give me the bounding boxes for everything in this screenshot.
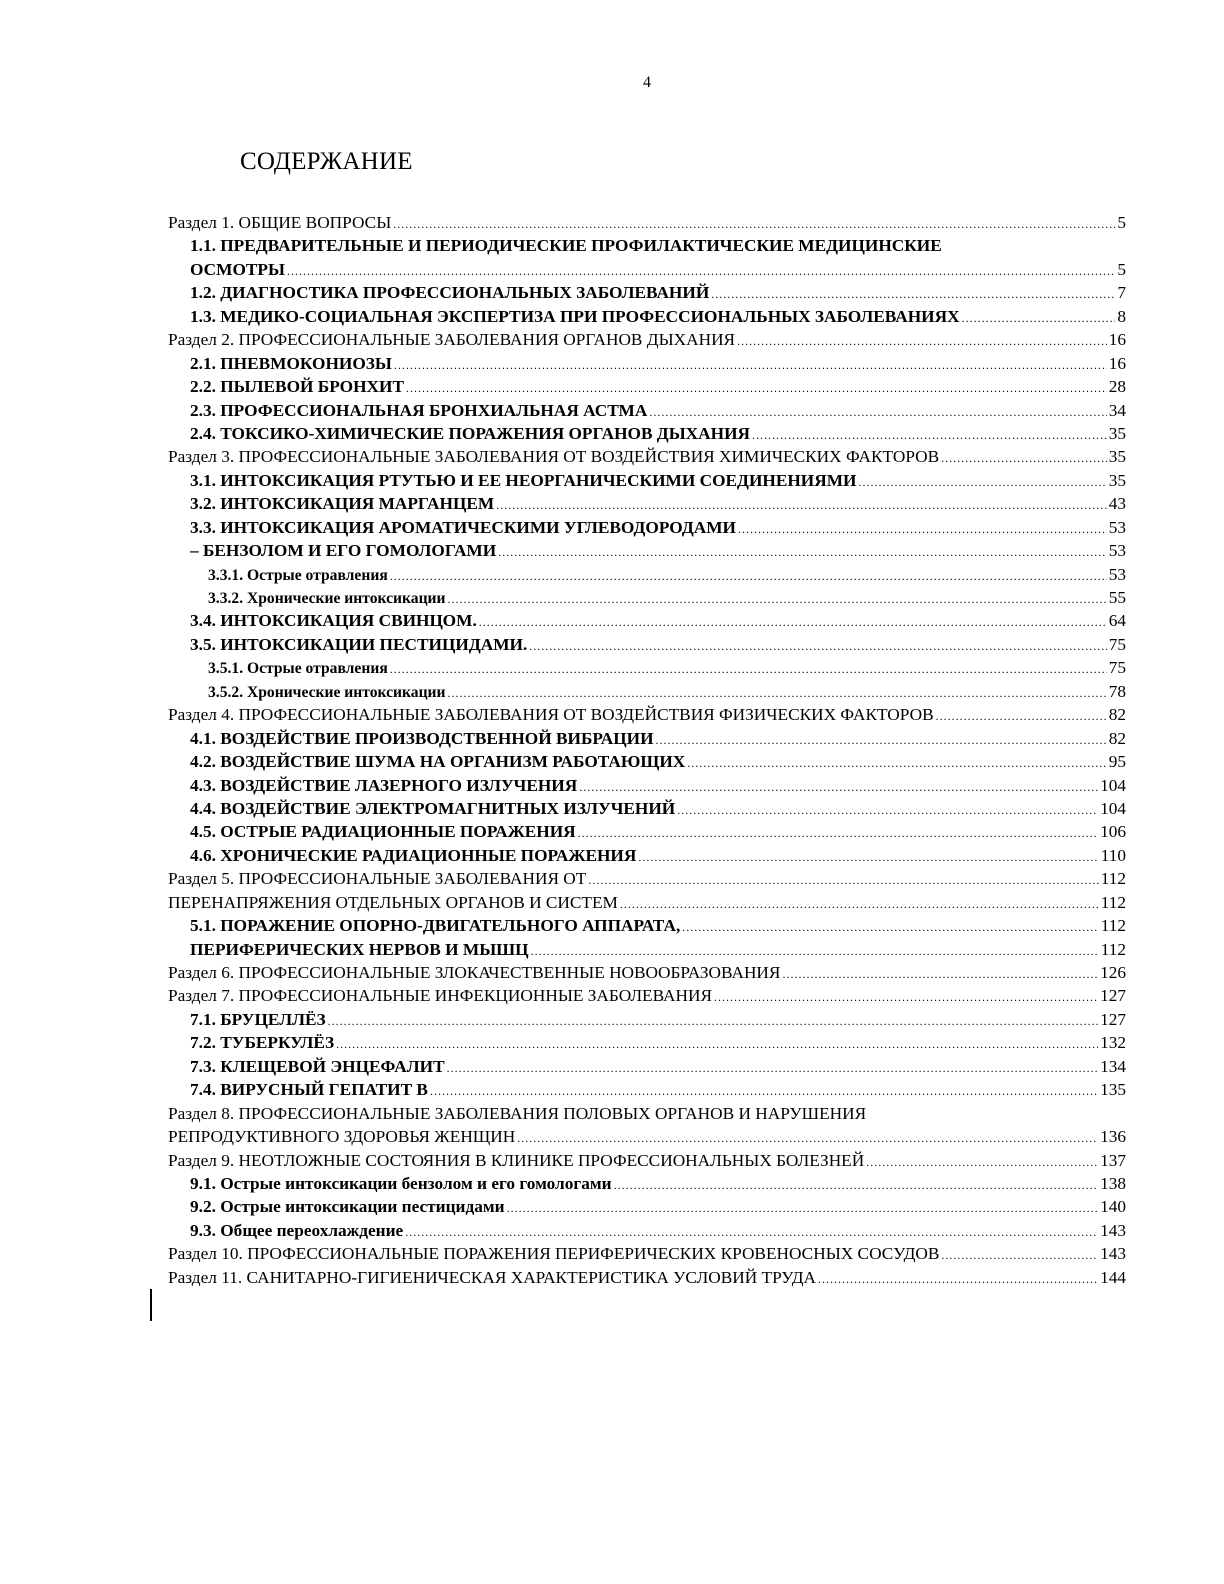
toc-entry-title: Раздел 7. ПРОФЕССИОНАЛЬНЫЕ ИНФЕКЦИОННЫЕ ЗАБОЛЕВАНИЯ	[168, 986, 713, 1006]
toc-entry-page: 144	[1100, 1267, 1126, 1287]
toc-entry[interactable]	[168, 703, 1126, 726]
toc-leader-dots	[448, 593, 1107, 605]
toc-entry-page: 28	[1108, 377, 1126, 397]
toc-entry[interactable]	[168, 1149, 1126, 1172]
toc-leader-dots	[448, 687, 1107, 699]
toc-entry-page: 35	[1108, 447, 1126, 467]
toc-entry-title: 9.2. Острые интоксикации пестицидами	[190, 1197, 505, 1217]
toc-entry-title: РЕПРОДУКТИВНОГО ЗДОРОВЬЯ ЖЕНЩИН	[168, 1127, 516, 1147]
toc-leader-dots	[531, 945, 1099, 957]
toc-entry-page: 16	[1108, 353, 1126, 373]
toc-leader-dots	[858, 476, 1106, 488]
toc-leader-dots	[479, 616, 1107, 628]
toc-entry-title: Раздел 3. ПРОФЕССИОНАЛЬНЫЕ ЗАБОЛЕВАНИЯ ОТ ВОЗДЕЙСТВИЯ ХИМИЧЕСКИХ ФАКТОРОВ	[168, 447, 940, 467]
toc-entry[interactable]	[168, 469, 1126, 492]
toc-entry-page: 143	[1100, 1244, 1126, 1264]
toc-entry-page: 127	[1100, 986, 1126, 1006]
toc-entry[interactable]	[168, 399, 1126, 422]
toc-entry[interactable]	[168, 1078, 1126, 1101]
toc-entry[interactable]	[168, 539, 1126, 562]
toc-leader-dots	[711, 288, 1115, 300]
toc-entry[interactable]	[168, 750, 1126, 773]
toc-entry-title: 3.5.2. Хронические интоксикации	[208, 683, 446, 701]
toc-entry-title: 4.2. ВОЗДЕЙСТВИЕ ШУМА НА ОРГАНИЗМ РАБОТАЮЩИХ	[190, 752, 686, 772]
toc-entry-title: Раздел 1. ОБЩИЕ ВОПРОСЫ	[168, 213, 392, 232]
toc-entry-page: 53	[1108, 541, 1126, 561]
toc-entry[interactable]	[168, 961, 1126, 984]
toc-leader-dots	[656, 734, 1107, 746]
toc-entry[interactable]	[168, 820, 1126, 843]
toc-entry-page: 112	[1100, 892, 1126, 912]
toc-entry[interactable]	[168, 727, 1126, 750]
toc-entry[interactable]	[168, 1219, 1126, 1242]
toc-leader-dots	[614, 1179, 1098, 1191]
toc-entry-title: Раздел 2. ПРОФЕССИОНАЛЬНЫЕ ЗАБОЛЕВАНИЯ ОРГАНОВ ДЫХАНИЯ	[168, 330, 736, 350]
toc-leader-dots	[866, 1156, 1098, 1168]
toc-entry-page: 135	[1100, 1080, 1126, 1100]
toc-entry-title: 3.3.2. Хронические интоксикации	[208, 590, 446, 607]
toc-entry-page: 143	[1100, 1220, 1126, 1240]
toc-entry-page: 104	[1100, 798, 1126, 818]
toc-entry-page: 132	[1100, 1033, 1126, 1053]
toc-entry-page: 7	[1117, 283, 1126, 303]
toc-leader-dots	[393, 218, 1115, 230]
toc-leader-dots	[649, 406, 1106, 418]
toc-entry-title: ПЕРЕНАПРЯЖЕНИЯ ОТДЕЛЬНЫХ ОРГАНОВ И СИСТЕМ	[168, 892, 618, 912]
toc-entry-page: 138	[1100, 1173, 1126, 1193]
table-of-contents	[168, 211, 1126, 1289]
toc-entry[interactable]	[168, 281, 1126, 304]
toc-entry-title: Раздел 10. ПРОФЕССИОНАЛЬНЫЕ ПОРАЖЕНИЯ ПЕРИФЕРИЧЕСКИХ КРОВЕНОСНЫХ СОСУДОВ	[168, 1244, 940, 1264]
toc-entry-title: Раздел 6. ПРОФЕССИОНАЛЬНЫЕ ЗЛОКАЧЕСТВЕННЫЕ НОВООБРАЗОВАНИЯ	[168, 963, 781, 982]
toc-entry-title: 4.3. ВОЗДЕЙСТВИЕ ЛАЗЕРНОГО ИЗЛУЧЕНИЯ	[190, 775, 578, 795]
toc-leader-dots	[782, 968, 1098, 980]
toc-entry-title: 3.3. ИНТОКСИКАЦИЯ АРОМАТИЧЕСКИМИ УГЛЕВОДОРОДАМИ	[190, 517, 737, 537]
toc-entry[interactable]	[168, 1008, 1126, 1031]
toc-entry[interactable]	[168, 1242, 1126, 1265]
page-number: 4	[643, 74, 651, 91]
toc-entry-title: 4.1. ВОЗДЕЙСТВИЕ ПРОИЗВОДСТВЕННОЙ ВИБРАЦИИ	[190, 728, 654, 748]
toc-entry-title: 4.4. ВОЗДЕЙСТВИЕ ЭЛЕКТРОМАГНИТНЫХ ИЗЛУЧЕНИЙ	[190, 798, 676, 818]
toc-leader-dots	[529, 640, 1106, 652]
toc-entry-page: 112	[1100, 939, 1126, 959]
toc-entry[interactable]	[168, 1102, 1126, 1125]
toc-leader-dots	[507, 1202, 1098, 1214]
toc-entry[interactable]	[168, 844, 1126, 867]
toc-entry-page: 78	[1108, 681, 1126, 701]
toc-entry[interactable]	[168, 516, 1126, 539]
toc-entry-page: 112	[1100, 916, 1126, 936]
toc-leader-dots	[328, 1015, 1098, 1027]
toc-leader-dots	[405, 1226, 1098, 1238]
toc-entry[interactable]	[168, 1172, 1126, 1195]
toc-leader-dots	[430, 1085, 1098, 1097]
toc-entry-title: 3.5.1. Острые отравления	[208, 660, 388, 678]
toc-entry[interactable]	[168, 891, 1126, 914]
toc-leader-dots	[287, 265, 1115, 277]
toc-leader-dots	[496, 499, 1106, 511]
toc-entry-title: 3.4. ИНТОКСИКАЦИЯ СВИНЦОМ.	[190, 611, 477, 631]
toc-entry-title: 3.1. ИНТОКСИКАЦИЯ РТУТЬЮ И ЕЕ НЕОРГАНИЧЕСКИМИ СОЕДИНЕНИЯМИ	[190, 470, 857, 490]
toc-entry-page: 43	[1108, 494, 1126, 514]
toc-entry-title: – БЕНЗОЛОМ И ЕГО ГОМОЛОГАМИ	[190, 541, 497, 561]
toc-entry-title: 7.4. ВИРУСНЫЙ ГЕПАТИТ В	[190, 1080, 428, 1100]
toc-entry-title: ОСМОТРЫ	[190, 259, 285, 279]
toc-entry-title: 7.1. БРУЦЕЛЛЁЗ	[190, 1009, 326, 1029]
toc-entry-title: 2.2. ПЫЛЕВОЙ БРОНХИТ	[190, 377, 404, 397]
toc-entry[interactable]	[168, 609, 1126, 632]
toc-leader-dots	[687, 757, 1106, 769]
toc-entry-page: 5	[1117, 213, 1126, 232]
toc-leader-dots	[714, 991, 1098, 1003]
toc-entry-title: Раздел 8. ПРОФЕССИОНАЛЬНЫЕ ЗАБОЛЕВАНИЯ ПОЛОВЫХ ОРГАНОВ И НАРУШЕНИЯ	[168, 1103, 867, 1123]
toc-entry-title: 4.6. ХРОНИЧЕСКИЕ РАДИАЦИОННЫЕ ПОРАЖЕНИЯ	[190, 845, 637, 865]
toc-entry-title: Раздел 4. ПРОФЕССИОНАЛЬНЫЕ ЗАБОЛЕВАНИЯ ОТ ВОЗДЕЙСТВИЯ ФИЗИЧЕСКИХ ФАКТОРОВ	[168, 705, 934, 725]
toc-entry-page: 35	[1108, 423, 1126, 443]
toc-entry-page: 112	[1100, 869, 1126, 889]
toc-leader-dots	[390, 663, 1107, 675]
toc-entry[interactable]	[168, 422, 1126, 445]
toc-entry[interactable]	[168, 1266, 1126, 1289]
toc-entry-title: 1.1. ПРЕДВАРИТЕЛЬНЫЕ И ПЕРИОДИЧЕСКИЕ ПРОФИЛАКТИЧЕСКИЕ МЕДИЦИНСКИЕ	[190, 236, 942, 256]
toc-entry-title: 9.3. Общее переохлаждение	[190, 1220, 404, 1240]
toc-entry-title: 3.5. ИНТОКСИКАЦИИ ПЕСТИЦИДАМИ.	[190, 634, 528, 654]
toc-entry-page: 136	[1100, 1127, 1126, 1147]
toc-leader-dots	[498, 546, 1107, 558]
toc-entry[interactable]	[168, 563, 1126, 586]
toc-leader-dots	[588, 874, 1098, 886]
toc-entry[interactable]	[168, 352, 1126, 375]
toc-entry[interactable]	[168, 234, 1126, 257]
toc-leader-dots	[941, 1249, 1098, 1261]
text-cursor	[150, 1289, 152, 1321]
page-title: СОДЕРЖАНИЕ	[240, 148, 413, 175]
toc-entry-page: 82	[1108, 705, 1126, 725]
toc-entry-title: 9.1. Острые интоксикации бензолом и его гомологами	[190, 1173, 612, 1193]
toc-leader-dots	[682, 921, 1098, 933]
toc-entry[interactable]	[168, 375, 1126, 398]
toc-entry[interactable]	[168, 328, 1126, 351]
toc-entry-title: 7.2. ТУБЕРКУЛЁЗ	[190, 1033, 335, 1053]
toc-entry-page: 127	[1100, 1009, 1126, 1029]
toc-entry[interactable]	[168, 797, 1126, 820]
toc-entry-page: 53	[1108, 564, 1126, 584]
toc-entry-title: Раздел 11. САНИТАРНО-ГИГИЕНИЧЕСКАЯ ХАРАКТЕРИСТИКА УСЛОВИЙ ТРУДА	[168, 1267, 817, 1287]
toc-entry-page: 5	[1117, 259, 1126, 279]
toc-entry[interactable]	[168, 258, 1126, 281]
toc-leader-dots	[818, 1273, 1098, 1285]
toc-entry[interactable]	[168, 914, 1126, 937]
toc-entry[interactable]	[168, 305, 1126, 328]
toc-entry-page: 95	[1108, 752, 1126, 772]
toc-entry-title: Раздел 9. НЕОТЛОЖНЫЕ СОСТОЯНИЯ В КЛИНИКЕ ПРОФЕССИОНАЛЬНЫХ БОЛЕЗНЕЙ	[168, 1150, 865, 1170]
toc-entry-page: 140	[1100, 1197, 1126, 1217]
toc-entry-page: 104	[1100, 775, 1126, 795]
toc-leader-dots	[936, 710, 1107, 722]
toc-entry-page: 106	[1100, 822, 1126, 842]
toc-leader-dots	[406, 382, 1107, 394]
toc-entry-page: 64	[1108, 611, 1126, 631]
toc-entry-title: 5.1. ПОРАЖЕНИЕ ОПОРНО-ДВИГАТЕЛЬНОГО АППАРАТА,	[190, 916, 681, 936]
toc-leader-dots	[579, 781, 1098, 793]
toc-entry-title: 4.5. ОСТРЫЕ РАДИАЦИОННЫЕ ПОРАЖЕНИЯ	[190, 822, 576, 842]
toc-leader-dots	[752, 429, 1107, 441]
toc-entry[interactable]	[168, 1055, 1126, 1078]
toc-entry[interactable]	[168, 774, 1126, 797]
toc-leader-dots	[336, 1038, 1098, 1050]
toc-entry-title: 1.3. МЕДИКО-СОЦИАЛЬНАЯ ЭКСПЕРТИЗА ПРИ ПРОФЕССИОНАЛЬНЫХ ЗАБОЛЕВАНИЯХ	[190, 306, 960, 326]
toc-leader-dots	[620, 898, 1099, 910]
toc-entry[interactable]	[168, 492, 1126, 515]
toc-leader-dots	[447, 1062, 1098, 1074]
toc-entry-title: ПЕРИФЕРИЧЕСКИХ НЕРВОВ И МЫШЦ	[190, 939, 529, 959]
toc-entry-title: 3.3.1. Острые отравления	[208, 566, 388, 584]
toc-entry-title: Раздел 5. ПРОФЕССИОНАЛЬНЫЕ ЗАБОЛЕВАНИЯ ОТ	[168, 869, 587, 889]
toc-leader-dots	[941, 452, 1107, 464]
toc-entry-page: 137	[1100, 1150, 1126, 1170]
toc-entry-page: 82	[1108, 728, 1126, 748]
toc-entry-page: 16	[1108, 330, 1126, 350]
toc-entry[interactable]	[168, 938, 1126, 961]
toc-entry[interactable]	[168, 586, 1126, 609]
toc-entry-title: 3.2. ИНТОКСИКАЦИЯ МАРГАНЦЕМ	[190, 494, 495, 514]
toc-leader-dots	[677, 804, 1098, 816]
toc-entry-page: 34	[1108, 400, 1126, 420]
toc-entry[interactable]	[168, 680, 1126, 703]
toc-leader-dots	[517, 1132, 1098, 1144]
toc-entry-title: 2.4. ТОКСИКО-ХИМИЧЕСКИЕ ПОРАЖЕНИЯ ОРГАНОВ ДЫХАНИЯ	[190, 423, 750, 443]
toc-leader-dots	[638, 851, 1098, 863]
toc-entry[interactable]	[168, 1031, 1126, 1054]
toc-leader-dots	[394, 359, 1107, 371]
toc-leader-dots	[962, 312, 1116, 324]
toc-entry[interactable]	[168, 1195, 1126, 1218]
toc-entry[interactable]	[168, 656, 1126, 679]
toc-entry-title: 7.3. КЛЕЩЕВОЙ ЭНЦЕФАЛИТ	[190, 1056, 445, 1076]
toc-entry-page: 126	[1100, 963, 1126, 982]
toc-entry-title: 2.3. ПРОФЕССИОНАЛЬНАЯ БРОНХИАЛЬНАЯ АСТМА	[190, 400, 648, 420]
toc-entry-page: 35	[1108, 470, 1126, 490]
toc-entry[interactable]	[168, 1125, 1126, 1148]
toc-entry[interactable]	[168, 867, 1126, 890]
toc-entry[interactable]	[168, 211, 1126, 234]
toc-entry[interactable]	[168, 984, 1126, 1007]
toc-entry-title: 2.1. ПНЕВМОКОНИОЗЫ	[190, 353, 392, 373]
toc-leader-dots	[390, 570, 1107, 582]
toc-leader-dots	[737, 335, 1107, 347]
toc-entry-page: 134	[1100, 1056, 1126, 1076]
toc-leader-dots	[738, 523, 1107, 535]
toc-entry-page: 8	[1117, 306, 1126, 326]
toc-entry[interactable]	[168, 633, 1126, 656]
toc-entry[interactable]	[168, 445, 1126, 468]
toc-entry-page: 75	[1108, 634, 1126, 654]
toc-leader-dots	[578, 827, 1098, 839]
toc-entry-page: 53	[1108, 517, 1126, 537]
toc-entry-page: 75	[1108, 658, 1126, 678]
toc-entry-title: 1.2. ДИАГНОСТИКА ПРОФЕССИОНАЛЬНЫХ ЗАБОЛЕВАНИЙ	[190, 283, 710, 303]
toc-entry-page: 110	[1100, 845, 1126, 865]
toc-entry-page: 55	[1108, 588, 1126, 607]
